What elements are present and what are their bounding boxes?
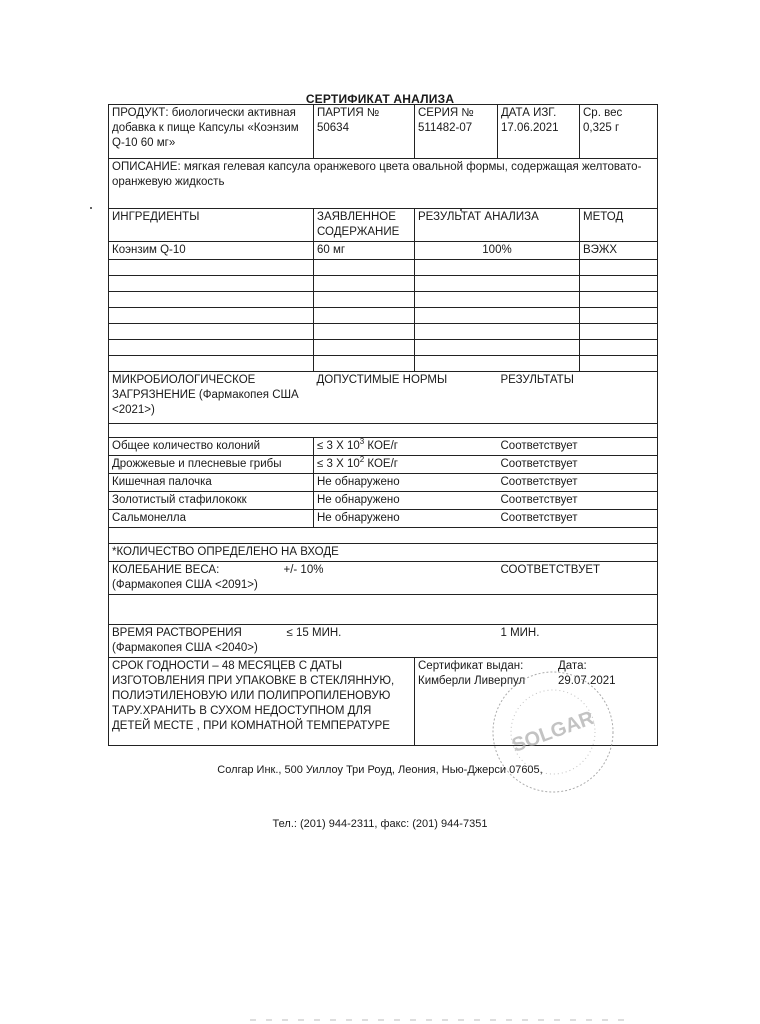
empty-row [109, 356, 658, 372]
certificate-table [108, 104, 658, 746]
micro-norm: Не обнаружено [314, 474, 498, 492]
micro-norm: ≤ 3 Х $10^3$ КОЕ/г [314, 438, 498, 456]
input-note-row [109, 544, 658, 562]
micro-name: Сальмонелла [109, 510, 314, 528]
series-value: 511482-07 [418, 122, 473, 134]
date-cell [498, 105, 580, 159]
micro-name: Золотистый стафилококк [109, 492, 314, 510]
batch-value: 50634 [317, 122, 349, 134]
weight-variation-label-cell [109, 562, 314, 595]
micro-result: Соответствует [498, 438, 658, 456]
micro-row [109, 456, 658, 474]
empty-row [109, 324, 658, 340]
weight-variation-ref: (Фармакопея США <2091>) [112, 579, 258, 591]
weight-value: 0,325 г [583, 122, 620, 134]
product-header-row [109, 105, 658, 159]
date-value: 17.06.2021 [501, 122, 559, 134]
description-row [109, 159, 658, 209]
micro-norm: Не обнаружено [314, 510, 498, 528]
weight-variation-row [109, 562, 658, 595]
micro-norms-header: ДОПУСТИМЫЕ НОРМЫ [314, 372, 498, 424]
shelf-life: СРОК ГОДНОСТИ – 48 МЕСЯЦЕВ С ДАТЫ ИЗГОТОВЛЕНИЯ ПРИ УПАКОВКЕ В СТЕКЛЯННУЮ, ПОЛИЭТИЛЕНОВУЮ ИЛИ ПОЛИПРОПИЛЕНОВУЮ ТАРУ.ХРАНИТЬ В СУХОМ НЕДОСТУПНОМ ДЛЯ ДЕТЕЙ МЕСТЕ , ПРИ КОМНАТНОЙ ТЕМПЕРАТУРЕ [109, 658, 415, 746]
micro-name: Дрожжевые и плесневые грибы [109, 456, 314, 474]
declared-header: ЗАЯВЛЕННОЕ СОДЕРЖАНИЕ [314, 209, 415, 242]
series-cell [415, 105, 498, 159]
micro-row [109, 510, 658, 528]
weight-variation-norm: +/- 10% [314, 562, 498, 595]
date-label: ДАТА ИЗГ. [501, 107, 557, 119]
batch-label: ПАРТИЯ № [317, 107, 380, 119]
weight-label: Ср. вес [583, 107, 623, 119]
scan-speck [90, 207, 92, 209]
series-label: СЕРИЯ № [418, 107, 474, 119]
ingredient-row [109, 242, 658, 260]
svg-text:SOLGAR: SOLGAR [509, 707, 597, 757]
micro-name: Кишечная палочка [109, 474, 314, 492]
micro-name: Общее количество колоний [109, 438, 314, 456]
ingredient-name: Коэнзим Q-10 [109, 242, 314, 260]
description-cell: ОПИСАНИЕ: мягкая гелевая капсула оранжевого цвета овальной формы, содержащая желтовато-оранжевую жидкость [109, 159, 658, 209]
spacer-row [109, 528, 658, 544]
micro-row [109, 438, 658, 456]
company-stamp [468, 660, 628, 810]
empty-row [109, 276, 658, 292]
spacer-row [109, 595, 658, 625]
input-note: *КОЛИЧЕСТВО ОПРЕДЕЛЕНО НА ВХОДЕ [109, 544, 658, 562]
issued-label: Сертификат выдан: [418, 660, 524, 672]
micro-norm: ≤ 3 Х $10^2$ КОЕ/г [314, 456, 498, 474]
micro-result: Соответствует [498, 456, 658, 474]
result-header: РЕЗУЛЬТАТ АНАЛИЗА [415, 209, 580, 242]
empty-row [109, 340, 658, 356]
dissolution-label-cell [109, 625, 314, 658]
micro-header-row [109, 372, 658, 424]
micro-norm: Не обнаружено [314, 492, 498, 510]
ingredients-header-row [109, 209, 658, 242]
spacer-row [109, 424, 658, 438]
footer-address: Солгар Инк., 500 Уиллоу Три Роуд, Леония, Нью-Джерси 07605, [217, 764, 543, 776]
dissolution-norm: ≤ 15 МИН. [314, 625, 498, 658]
weight-variation-label: КОЛЕБАНИЕ ВЕСА: [112, 564, 220, 576]
batch-cell [314, 105, 415, 159]
empty-row [109, 308, 658, 324]
method-header: МЕТОД [580, 209, 658, 242]
micro-result: Соответствует [498, 492, 658, 510]
scan-speck [460, 209, 462, 211]
micro-row [109, 492, 658, 510]
scan-artifact [250, 1018, 630, 1022]
weight-cell [580, 105, 658, 159]
dissolution-result: 1 МИН. [498, 625, 658, 658]
weight-variation-result: СООТВЕТСТВУЕТ [498, 562, 658, 595]
ingredient-declared: 60 мг [314, 242, 415, 260]
micro-title: МИКРОБИОЛОГИЧЕСКОЕ ЗАГРЯЗНЕНИЕ (Фармакопея США <2021>) [109, 372, 314, 424]
issued-date: 29.07.2021 [558, 675, 616, 687]
document-title: СЕРТИФИКАТ АНАЛИЗА [305, 92, 455, 106]
empty-row [109, 292, 658, 308]
ingredients-header: ИНГРЕДИЕНТЫ [109, 209, 314, 242]
empty-row [109, 260, 658, 276]
issued-date-label: Дата: [558, 660, 587, 672]
micro-results-header: РЕЗУЛЬТАТЫ [498, 372, 658, 424]
dissolution-row [109, 625, 658, 658]
ingredient-result: 100% [415, 242, 580, 260]
micro-row [109, 474, 658, 492]
ingredient-method: ВЭЖХ [580, 242, 658, 260]
issued-by: Кимберли Ливерпул [418, 675, 526, 687]
dissolution-ref: (Фармакопея США <2040>) [112, 642, 258, 654]
dissolution-label: ВРЕМЯ РАСТВОРЕНИЯ [112, 627, 242, 639]
footer-phones: Тел.: (201) 944-2311, факс: (201) 944-7351 [272, 818, 488, 830]
product-cell: ПРОДУКТ: биологически активная добавка к пище Капсулы «Коэнзим Q-10 60 мг» [109, 105, 314, 159]
micro-result: Соответствует [498, 510, 658, 528]
micro-result: Соответствует [498, 474, 658, 492]
